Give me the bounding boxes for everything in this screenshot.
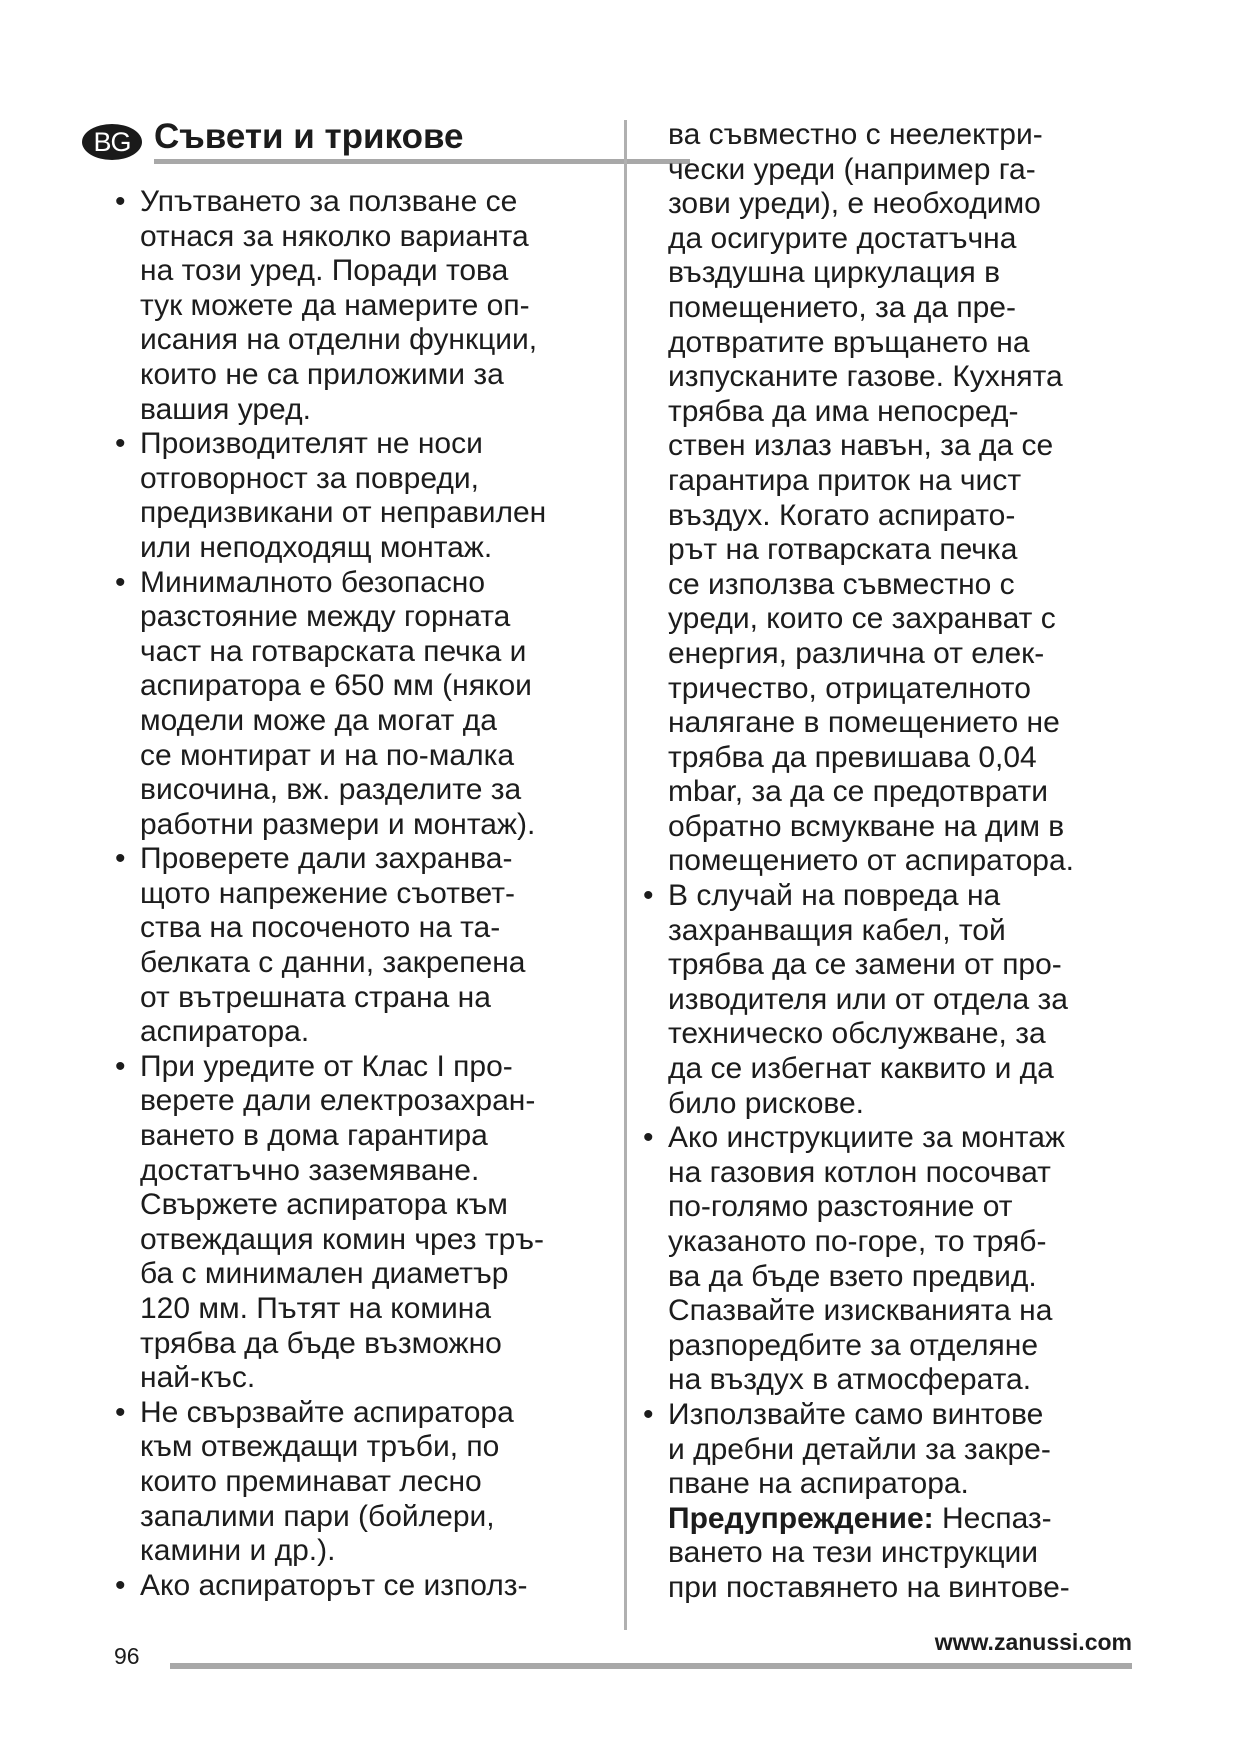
list-item-damaged-cable: • В случай на повреда на захранващия кабел, той трябва да се замени от про- изводителя или от отдела за техническо обслужване, за да се избегнат каквито и да било рискове.	[640, 879, 1160, 1121]
warning-paragraph	[640, 1502, 1160, 1606]
list-item-non-electric-use: • Ако аспираторът се използ-	[112, 1569, 612, 1604]
footer-url: www.zanussi.com	[934, 1629, 1132, 1655]
page-title: Съвети и трикове	[154, 117, 464, 156]
footer-rule	[170, 1663, 1132, 1669]
section-header	[82, 112, 608, 160]
list-item-gas-hob-distance: • Ако инструкциите за монтаж на газовия котлон посочват по-голямо разстояние от указаното по-горе, то тряб- ва да бъде взето предвид. Спазвайте изискванията на разпоредбите за отделяне на въздух в атмосферата.	[640, 1121, 1160, 1398]
list-item-voltage-check: • Проверете дали захранва- щото напрежение съответ- ства на посоченото на та- белката с данни, закрепена от вътрешната страна на аспиратора.	[112, 842, 612, 1050]
list-item-screws: • Използвайте само винтове и дребни детайли за закре- пване на аспиратора.	[640, 1398, 1160, 1502]
list-item-class-one-grounding: • При уредите от Клас I про- верете дали електрозахран- ването в дома гарантира достатъчно заземяване. Свържете аспиратора към отвеждащия комин чрез тръ- ба с минимален диаметър 120 мм. Пътят на комина трябва да бъде възможно най-къс.	[112, 1050, 612, 1396]
list-item-continuation: ва съвместно с неелектри- чески уреди (например га- зови уреди), е необходимо да осигурите достатъчна въздушна циркулация в помещението, за да пре- дотвратите връщането на изпусканите газове. Кухнята трябва да има непосред- ствен излаз навън, за да се гарантира приток на чист въздух. Когато аспирато- рът на готварската печка се използва съвместно с уреди, които се захранват с енергия, различна от елек- тричество, отрицателното налягане в помещението не трябва да превишава 0,04 mbar, за да се предотврати обратно всмукване на дим в помещението от аспиратора.	[668, 118, 1074, 878]
list-item-manual-variants: • Упътването за ползване се отнася за няколко варианта на този уред. Поради това тук можете да намерите оп- исания на отделни функции, които не са приложими за вашия уред.	[112, 185, 612, 427]
list-item-flammable-vapours: • Не свързвайте аспиратора към отвеждащи тръби, по които преминават лесно запалими пари (бойлери, камини и др.).	[112, 1396, 612, 1569]
list-item-liability: • Производителят не носи отговорност за повреди, предизвикани от неправилен или неподходящ монтаж.	[112, 427, 612, 565]
left-column	[112, 185, 612, 1603]
title-underline	[154, 159, 690, 164]
list-item-minimum-distance: • Минималното безопасно разстояние между горната част на готварската печка и аспиратора е 650 мм (някои модели може да могат да се монтират и на по-малка височина, вж. разделите за работни размери и монтаж).	[112, 566, 612, 843]
right-column	[640, 118, 1160, 1606]
warning-label: Предупреждение:	[668, 1501, 934, 1535]
warning-text: Неспаз- ването на тези инструкции при поставянето на винтове-	[668, 1501, 1070, 1604]
column-divider	[624, 120, 627, 1630]
language-badge: BG	[82, 124, 142, 160]
page-number: 96	[114, 1643, 140, 1669]
